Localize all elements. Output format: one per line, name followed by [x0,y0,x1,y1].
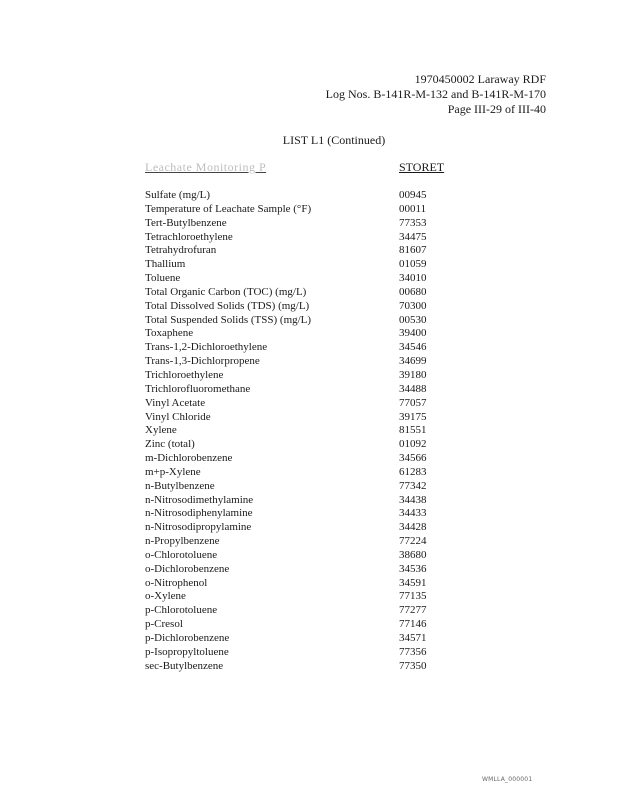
table-row [145,355,475,369]
storet-code: 61283 [399,465,427,478]
table-row [145,411,475,425]
storet-code: 77277 [399,604,427,617]
storet-code: 34566 [399,452,427,465]
storet-code: 01092 [399,438,427,451]
storet-code: 77224 [399,535,427,548]
storet-code: 70300 [399,299,427,312]
parameter-name: Tetrahydrofuran [145,244,217,257]
bates-number: WMLLA_000001 [482,776,533,783]
storet-code: 77353 [399,216,427,229]
storet-code: 34475 [399,230,427,243]
table-row [145,300,475,314]
storet-code: 77146 [399,618,427,631]
storet-code: 34428 [399,521,427,534]
table-row [145,632,475,646]
storet-code: 77342 [399,479,427,492]
storet-code: 00680 [399,285,427,298]
table-row [145,203,475,217]
table-row [145,231,475,245]
table-row [145,466,475,480]
storet-code: 77356 [399,645,427,658]
parameter-name: Trichloroethylene [145,368,224,381]
storet-code: 77350 [399,659,427,672]
table-row [145,452,475,466]
parameter-name: Xylene [145,424,177,437]
table-row [145,258,475,272]
table-row [145,618,475,632]
parameter-name: Sulfate (mg/L) [145,189,211,201]
table-row [145,424,475,438]
table-row [145,480,475,494]
table-row [145,590,475,604]
parameter-name: Vinyl Chloride [145,410,211,423]
parameter-name: n-Propylbenzene [145,535,220,548]
header-log-numbers: Log Nos. B-141R-M-132 and B-141R-M-170 [325,87,546,101]
header-site-id: 1970450002 Laraway RDF [414,72,546,86]
table-row [145,244,475,258]
parameter-name: Trans-1,2-Dichloroethylene [145,341,268,354]
storet-code: 34433 [399,507,427,520]
parameter-name: o-Nitrophenol [145,576,208,589]
parameter-name: p-Cresol [145,618,183,631]
table-row [145,341,475,355]
table-row [145,577,475,591]
parameter-name: Trans-1,3-Dichlorpropene [145,355,260,368]
parameter-name: Toxaphene [145,327,194,340]
parameter-name: o-Xylene [145,590,186,603]
parameter-name: m+p-Xylene [145,465,201,478]
storet-code: 81607 [399,244,427,257]
parameter-header-faded: Leachate Monitoring P [145,160,267,174]
storet-code: 39175 [399,410,427,423]
parameter-name: Zinc (total) [145,438,195,451]
storet-code: 34536 [399,562,427,575]
table-row [145,369,475,383]
parameter-name: Trichlorofluoromethane [145,382,251,395]
table-row [145,327,475,341]
table-row [145,438,475,452]
storet-code: 77135 [399,590,427,603]
parameter-name: m-Dichlorobenzene [145,452,233,465]
storet-column-header: STORET [399,160,445,174]
table-row [145,397,475,411]
parameter-name: o-Chlorotoluene [145,548,218,561]
parameter-name: Tetrachloroethylene [145,230,233,243]
parameter-name: n-Nitrosodiphenylamine [145,507,253,520]
storet-code: 00530 [399,313,427,326]
table-row [145,314,475,328]
storet-code: 34488 [399,382,427,395]
storet-code: 39400 [399,327,427,340]
parameter-name: n-Butylbenzene [145,479,215,492]
header-page-number: Page III-29 of III-40 [447,102,546,116]
document-header [326,72,546,117]
table-row [145,563,475,577]
parameter-name: Vinyl Acetate [145,396,206,409]
parameter-table [145,189,475,674]
table-row [145,521,475,535]
parameter-name: n-Nitrosodipropylamine [145,521,252,534]
parameter-name: Tert-Butylbenzene [145,216,227,229]
parameter-name: Toluene [145,272,181,285]
storet-code: 01059 [399,258,427,271]
table-row [145,507,475,521]
table-row [145,286,475,300]
table-row [145,383,475,397]
list-title: LIST L1 (Continued) [282,133,386,147]
table-row [145,549,475,563]
parameter-name: sec-Butylbenzene [145,659,224,672]
storet-code: 34699 [399,355,427,368]
parameter-name: p-Dichlorobenzene [145,632,230,644]
table-row [145,272,475,286]
parameter-column-header [145,160,266,175]
table-row [145,604,475,618]
storet-code: 34438 [399,493,427,506]
parameter-name: p-Isopropyltoluene [145,645,229,658]
table-row [145,660,475,674]
parameter-name: Total Organic Carbon (TOC) (mg/L) [145,285,307,298]
storet-code: 00945 [399,189,427,201]
storet-code: 00011 [399,202,427,215]
parameter-name: n-Nitrosodimethylamine [145,493,254,506]
storet-code: 34571 [399,632,427,644]
storet-code: 34591 [399,576,427,589]
parameter-name: o-Dichlorobenzene [145,562,230,575]
storet-code: 34546 [399,341,427,354]
storet-code: 34010 [399,272,427,285]
table-row [145,494,475,508]
parameter-name: Total Dissolved Solids (TDS) (mg/L) [145,299,310,312]
parameter-name: Temperature of Leachate Sample (°F) [145,202,312,215]
storet-code: 38680 [399,548,427,561]
parameter-name: p-Chlorotoluene [145,604,218,617]
table-row [145,535,475,549]
storet-code: 81551 [399,424,427,437]
table-row [145,646,475,660]
table-row [145,189,475,203]
parameter-name: Thallium [145,258,186,271]
storet-code: 39180 [399,368,427,381]
parameter-name: Total Suspended Solids (TSS) (mg/L) [145,313,312,326]
table-row [145,217,475,231]
storet-code: 77057 [399,396,427,409]
